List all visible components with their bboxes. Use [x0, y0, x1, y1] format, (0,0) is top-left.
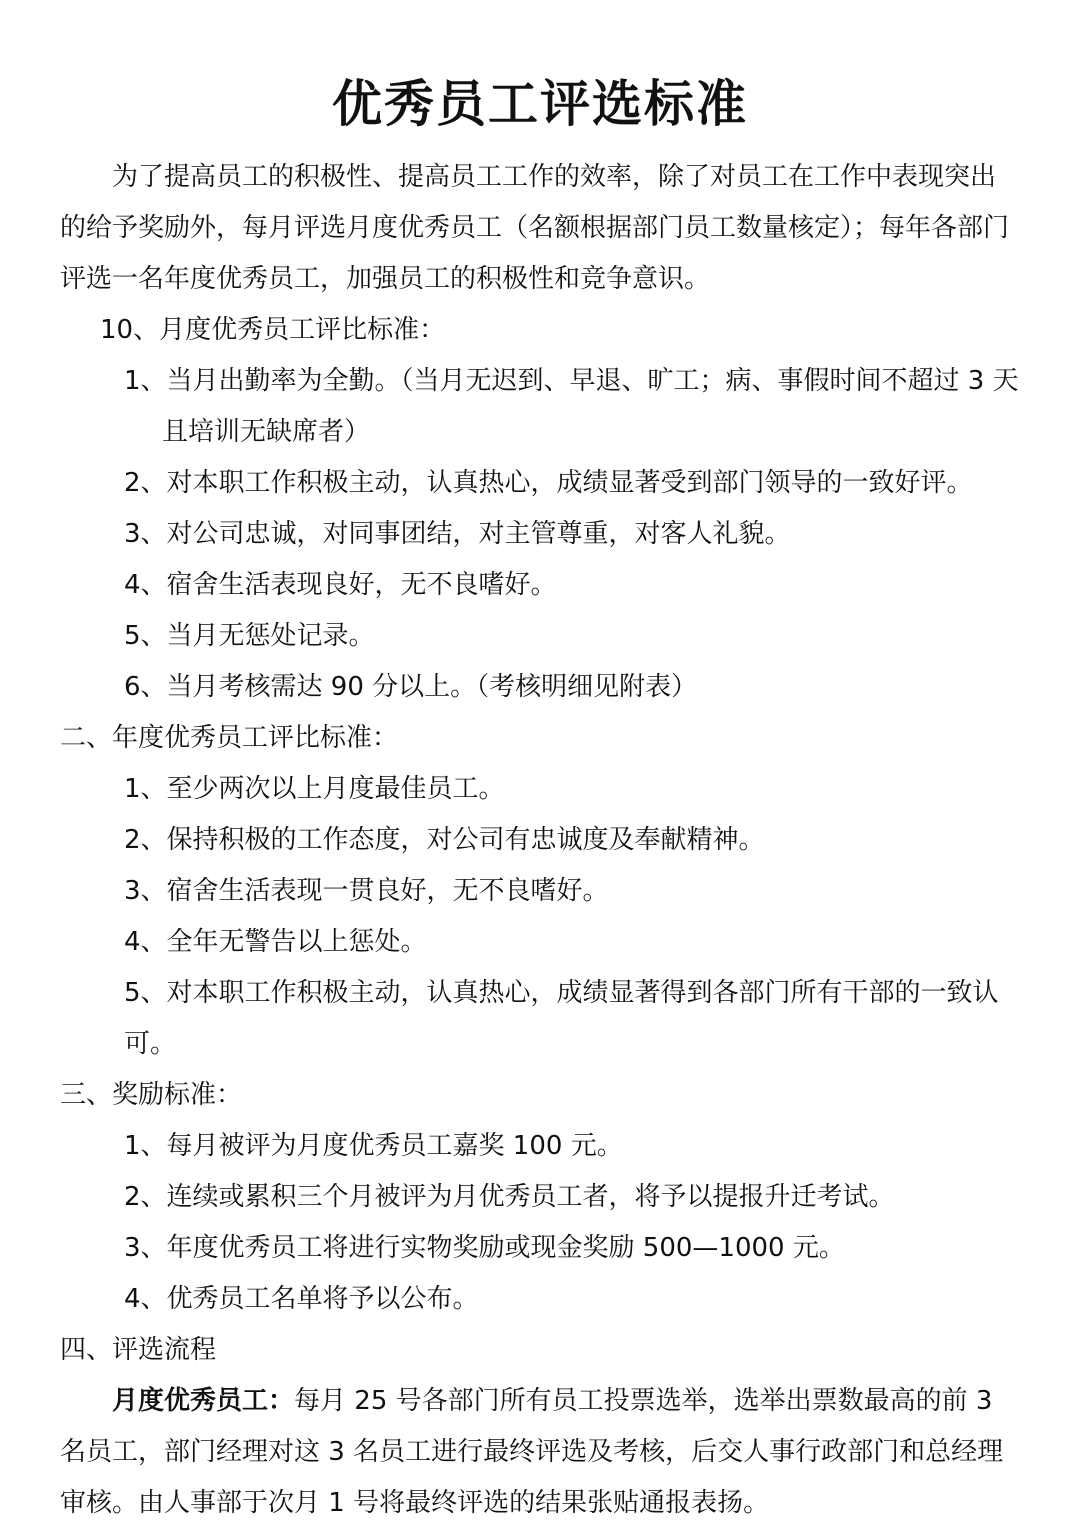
list-item: 4、宿舍生活表现良好，无不良嗜好。 — [124, 570, 557, 600]
list-item: 6、当月考核需达 90 分以上。（考核明细见附表） — [124, 672, 698, 702]
list-item: 3、对公司忠诚，对同事团结，对主管尊重，对客人礼貌。 — [124, 519, 791, 549]
list-item: 3、宿舍生活表现一贯良好，无不良嗜好。 — [124, 876, 609, 906]
list-item: 4、优秀员工名单将予以公布。 — [124, 1284, 479, 1314]
section-heading-process: 四、评选流程 — [60, 1335, 217, 1365]
list-item: 2、连续或累积三个月被评为月优秀员工者，将予以提报升迁考试。 — [124, 1182, 895, 1212]
section-heading-rewards: 三、奖励标准： — [60, 1080, 243, 1110]
process-paragraph — [60, 1376, 1020, 1529]
list-item: 1、当月出勤率为全勤。（当月无迟到、早退、旷工；病、事假时间不超过 3 天且培训无缺席者） — [124, 366, 1019, 447]
section-heading-monthly-criteria: 10、月度优秀员工评比标准： — [100, 315, 446, 345]
list-item: 5、对本职工作积极主动，认真热心，成绩显著得到各部门所有干部的一致认可。 — [124, 978, 999, 1059]
list-item: 3、年度优秀员工将进行实物奖励或现金奖励 500—1000 元。 — [124, 1233, 845, 1263]
list-item: 1、至少两次以上月度最佳员工。 — [124, 774, 505, 804]
document-title: 优秀员工评选标准 — [332, 75, 748, 133]
list-item: 1、每月被评为月度优秀员工嘉奖 100 元。 — [124, 1131, 623, 1161]
process-text: 每月 25 号各部门所有员工投票选举，选举出票数最高的前 3 名员工，部门经理对这 3 名员工进行最终评选及考核，后交人事行政部门和总经理审核。由人事部于次月 1 号将最终评选的结果张贴通报表扬。 — [60, 1386, 1004, 1518]
list-item: 4、全年无警告以上惩处。 — [124, 927, 427, 957]
section-heading-annual-criteria: 二、年度优秀员工评比标准： — [60, 723, 399, 753]
process-lead: 月度优秀员工： — [112, 1386, 295, 1416]
list-item: 2、保持积极的工作态度，对公司有忠诚度及奉献精神。 — [124, 825, 765, 855]
list-item: 2、对本职工作积极主动，认真热心，成绩显著受到部门领导的一致好评。 — [124, 468, 973, 498]
list-item: 5、当月无惩处记录。 — [124, 621, 375, 651]
intro-paragraph: 为了提高员工的积极性、提高员工工作的效率，除了对员工在工作中表现突出的给予奖励外，每月评选月度优秀员工（名额根据部门员工数量核定）；每年各部门评选一名年度优秀员工，加强员工的积极性和竞争意识。 — [60, 162, 1010, 294]
